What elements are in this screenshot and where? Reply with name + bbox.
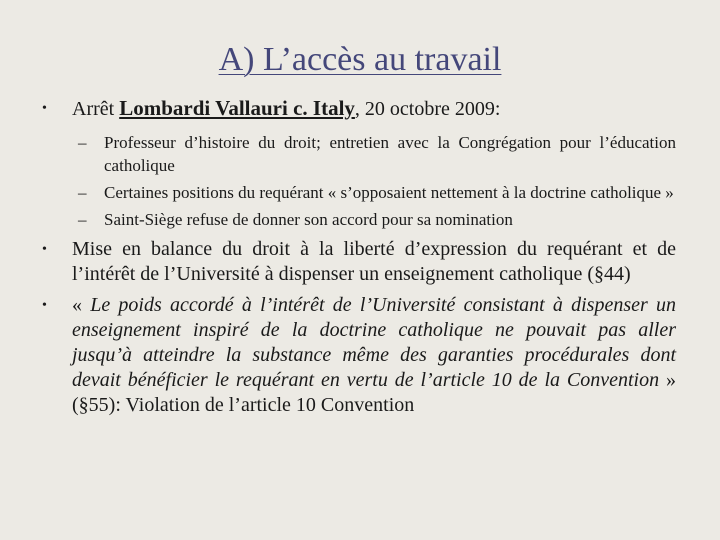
sub-item-professeur — [28, 131, 676, 177]
sub-item-saint-siege — [28, 208, 676, 231]
quote-closing: » (§55): Violation de l’article 10 Convention — [72, 369, 676, 416]
bullet-quote — [28, 293, 676, 418]
sub-item-text: Certaines positions du requérant « s’opposaient nettement à la doctrine catholique » — [104, 183, 674, 202]
bullet-marker: • — [42, 242, 47, 257]
bullet-marker: • — [42, 298, 47, 313]
bullet-text: Mise en balance du droit à la liberté d’expression du requérant et de l’intérêt de l’Université à dispenser un enseignement catholique (§44) — [72, 238, 676, 285]
case-name: Lombardi Vallauri c. Italy — [119, 96, 355, 120]
sub-item-text: Professeur d’histoire du droit; entretien avec la Congrégation pour l’éducation catholique — [104, 133, 676, 175]
slide-title: A) L’accès au travail — [218, 41, 502, 78]
sub-item-positions — [28, 181, 676, 204]
quote-text: Le poids accordé à l’intérêt de l’Université consistant à dispenser un enseignement inspiré de la doctrine catholique ne pouvait pas aller jusqu’à atteindre la substance même des garanties procédurales dont devait bénéficier le requérant en vertu de l’article 10 de la Convention — [72, 294, 676, 391]
bullet-arret — [28, 96, 676, 231]
sub-item-text: Saint-Siège refuse de donner son accord pour sa nomination — [104, 210, 513, 229]
bullet-list — [28, 96, 676, 424]
open-quote: « — [72, 294, 91, 316]
arret-date: , 20 octobre 2009: — [354, 98, 501, 120]
sub-marker: – — [78, 210, 87, 229]
sub-marker: – — [78, 183, 87, 202]
sub-list — [28, 131, 676, 231]
bullet-mise-en-balance — [28, 237, 676, 287]
bullet-marker: • — [42, 101, 47, 116]
arret-prefix: Arrêt — [72, 98, 120, 120]
sub-marker: – — [78, 133, 87, 152]
